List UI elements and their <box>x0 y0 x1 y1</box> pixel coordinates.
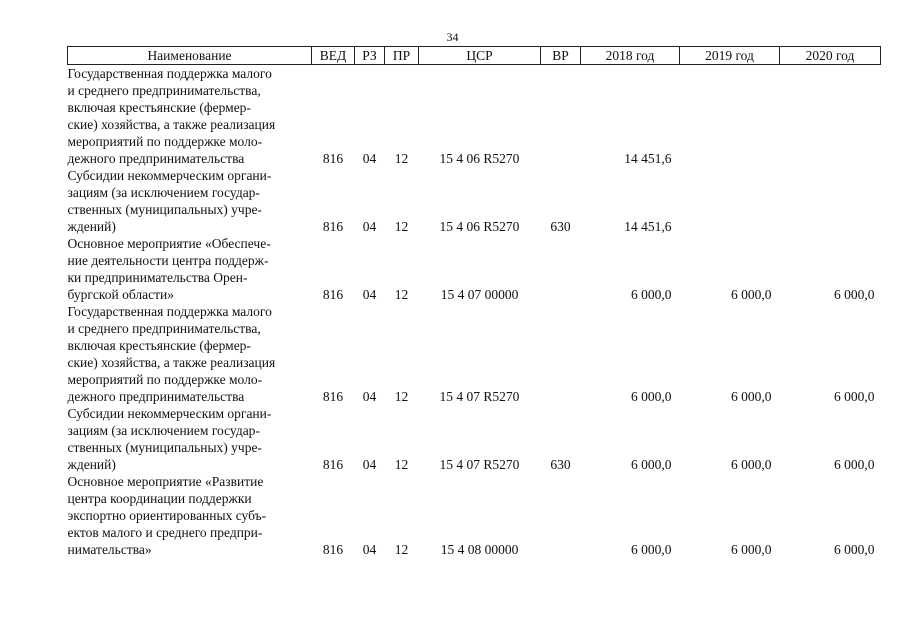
row-name-line: и среднего предпринимательства, <box>67 321 261 336</box>
row-pr: 12 <box>394 219 409 234</box>
row-name-line: дежного предпринимательства <box>67 389 245 404</box>
row-2020 <box>780 65 881 168</box>
row-name-line: зациям (за исключением государ- <box>67 423 260 438</box>
row-name-line: мероприятий по поддержке моло- <box>67 134 263 149</box>
row-ved: 816 <box>322 287 344 302</box>
row-2018: 14 451,6 <box>624 219 672 234</box>
row-ved: 816 <box>322 151 344 166</box>
table-row <box>68 303 881 405</box>
header-csr: ЦСР <box>419 47 541 65</box>
table-row <box>68 473 881 558</box>
row-vr <box>541 235 581 303</box>
row-ved: 816 <box>322 457 344 472</box>
row-name-line: экспортно ориентированных субъ- <box>67 508 267 523</box>
row-vr: 630 <box>550 219 571 234</box>
row-name-line: ские) хозяйства, а также реализация <box>67 355 276 370</box>
row-2018: 6 000,0 <box>631 287 672 302</box>
row-name-line: ственных (муниципальных) учре- <box>67 202 262 217</box>
row-vr: 630 <box>550 457 571 472</box>
row-name-line: Основное мероприятие «Развитие <box>67 474 264 489</box>
row-name-line: и среднего предпринимательства, <box>67 83 261 98</box>
header-2019: 2019 год <box>680 47 780 65</box>
table-row <box>68 167 881 235</box>
table-header <box>68 47 881 65</box>
row-vr <box>541 65 581 168</box>
row-name-line: Государственная поддержка малого <box>67 304 272 319</box>
budget-table <box>67 46 881 558</box>
header-2018: 2018 год <box>581 47 680 65</box>
header-vr: ВР <box>541 47 581 65</box>
row-vr <box>541 473 581 558</box>
row-2019 <box>680 167 780 235</box>
row-csr: 15 4 07 R5270 <box>439 389 520 404</box>
row-rz: 04 <box>362 151 377 166</box>
row-pr: 12 <box>394 287 409 302</box>
row-2020: 6 000,0 <box>834 542 875 557</box>
row-name <box>68 303 312 405</box>
row-rz: 04 <box>362 389 377 404</box>
header-row <box>68 47 881 65</box>
row-pr: 12 <box>394 542 409 557</box>
table-row <box>68 405 881 473</box>
row-name-line: нимательства» <box>67 542 152 557</box>
row-2020: 6 000,0 <box>834 457 875 472</box>
row-name-line: Субсидии некоммерческим органи- <box>67 406 272 421</box>
row-name-line: бургской области» <box>67 287 174 302</box>
row-2018: 6 000,0 <box>631 389 672 404</box>
row-rz: 04 <box>362 219 377 234</box>
row-csr: 15 4 08 00000 <box>440 542 519 557</box>
row-name-line: ские) хозяйства, а также реализация <box>67 117 276 132</box>
table-body <box>68 65 881 559</box>
row-name <box>68 167 312 235</box>
row-name-line: ектов малого и среднего предпри- <box>67 525 263 540</box>
row-pr: 12 <box>394 457 409 472</box>
table-row <box>68 65 881 168</box>
row-csr: 15 4 06 R5270 <box>439 219 520 234</box>
row-name-line: Субсидии некоммерческим органи- <box>67 168 272 183</box>
row-csr: 15 4 07 R5270 <box>439 457 520 472</box>
row-vr <box>541 303 581 405</box>
header-2020: 2020 год <box>780 47 881 65</box>
row-2019: 6 000,0 <box>731 457 772 472</box>
row-2020: 6 000,0 <box>834 287 875 302</box>
row-csr: 15 4 07 00000 <box>440 287 519 302</box>
row-name <box>68 473 312 558</box>
row-name-line: ки предпринимательства Орен- <box>67 270 248 285</box>
row-name-line: Основное мероприятие «Обеспече- <box>67 236 271 251</box>
row-name <box>68 65 312 168</box>
row-rz: 04 <box>362 457 377 472</box>
row-2018: 6 000,0 <box>631 542 672 557</box>
row-ved: 816 <box>322 219 344 234</box>
header-name: Наименование <box>68 47 312 65</box>
header-rz: РЗ <box>355 47 385 65</box>
row-2019 <box>680 65 780 168</box>
row-name-line: зациям (за исключением государ- <box>67 185 260 200</box>
row-rz: 04 <box>362 542 377 557</box>
row-ved: 816 <box>322 389 344 404</box>
header-pr: ПР <box>385 47 419 65</box>
row-name-line: включая крестьянские (фермер- <box>67 100 251 115</box>
row-csr: 15 4 06 R5270 <box>439 151 520 166</box>
row-pr: 12 <box>394 389 409 404</box>
row-2020: 6 000,0 <box>834 389 875 404</box>
row-name-line: ственных (муниципальных) учре- <box>67 440 262 455</box>
row-name-line: центра координации поддержки <box>67 491 252 506</box>
row-name-line: дежного предпринимательства <box>67 151 245 166</box>
row-name-line: ние деятельности центра поддерж- <box>67 253 269 268</box>
row-name-line: Государственная поддержка малого <box>67 66 272 81</box>
row-2019: 6 000,0 <box>731 542 772 557</box>
row-pr: 12 <box>394 151 409 166</box>
row-2020 <box>780 167 881 235</box>
row-2018: 14 451,6 <box>624 151 672 166</box>
row-rz: 04 <box>362 287 377 302</box>
row-2019: 6 000,0 <box>731 389 772 404</box>
table-row <box>68 235 881 303</box>
row-2019: 6 000,0 <box>731 287 772 302</box>
row-ved: 816 <box>322 542 344 557</box>
row-name <box>68 235 312 303</box>
page-number: 34 <box>446 30 459 44</box>
row-name-line: ждений) <box>67 457 116 472</box>
row-name-line: ждений) <box>67 219 116 234</box>
header-ved: ВЕД <box>312 47 355 65</box>
row-name-line: включая крестьянские (фермер- <box>67 338 251 353</box>
row-name-line: мероприятий по поддержке моло- <box>67 372 263 387</box>
row-2018: 6 000,0 <box>631 457 672 472</box>
row-name <box>68 405 312 473</box>
